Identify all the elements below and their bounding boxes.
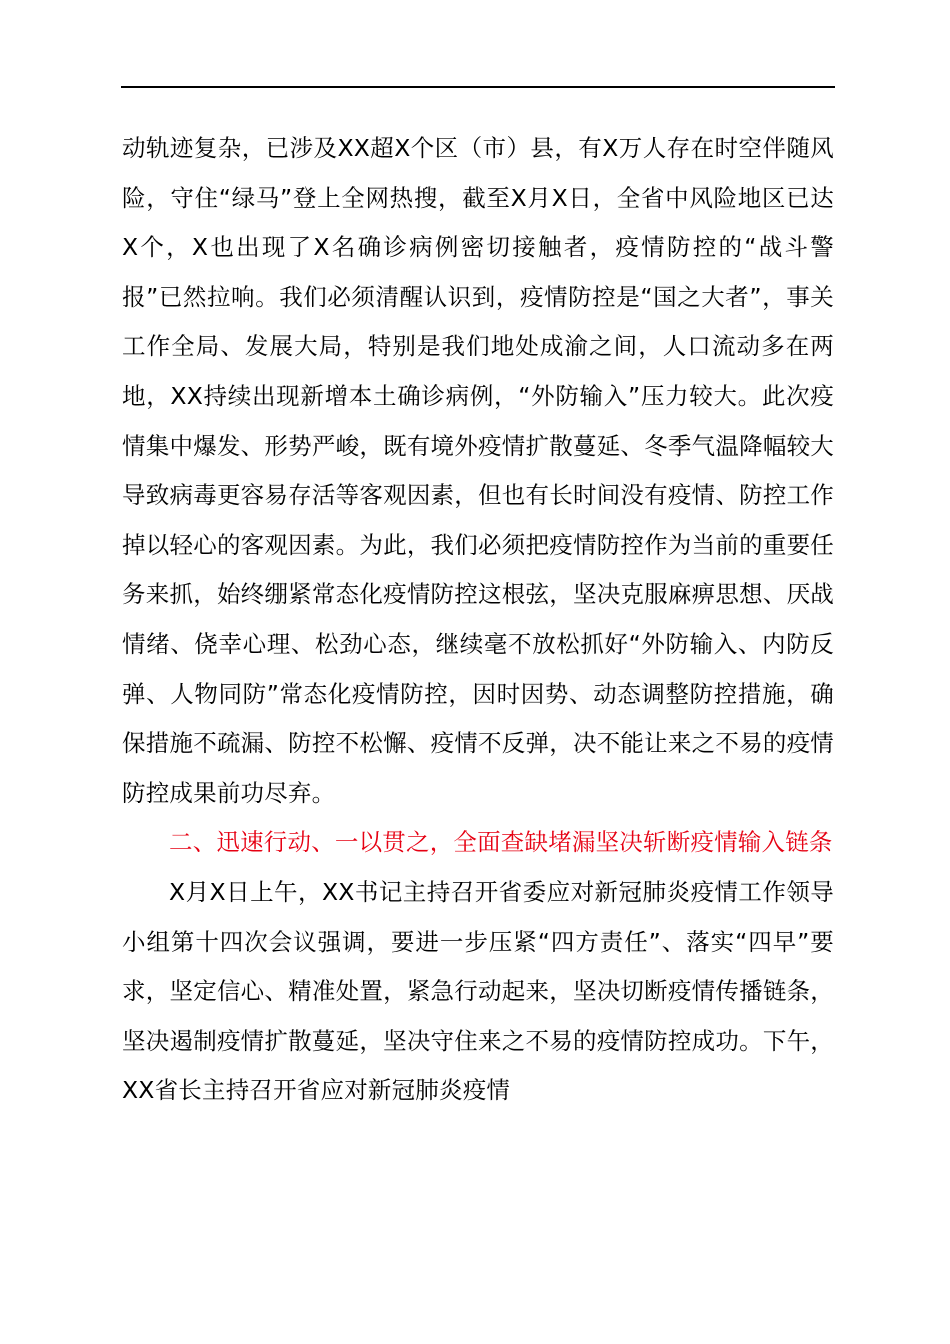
paragraph-meeting: X月X日上午，XX书记主持召开省委应对新冠肺炎疫情工作领导小组第十四次会议强调，要进一步压紧“四方责任”、落实“四早”要求，坚定信心、精准处置，紧急行动起来，坚决切断疫情传播链条，坚决遏制疫情扩散蔓延，坚决守住来之不易的疫情防控成功。下午，XX省长主持召开省应对新冠肺炎疫情 xyxy=(122,877,834,1105)
document-body xyxy=(122,124,834,1116)
section-heading: 二、迅速行动、一以贯之，全面查缺堵漏坚决斩断疫情输入链条 xyxy=(169,828,833,857)
paragraph-continuation: 动轨迹复杂，已涉及XX超X个区（市）县，有X万人存在时空伴随风险，守住“绿马”登上全网热搜，截至X月X日，全省中风险地区已达X个，X也出现了X名确诊病例密切接触者，疫情防控的“战斗警报”已然拉响。我们必须清醒认识到，疫情防控是“国之大者”，事关工作全局、发展大局，特别是我们地处成渝之间，人口流动多在两地，XX持续出现新增本土确诊病例，“外防输入”压力较大。此次疫情集中爆发、形势严峻，既有境外疫情扩散蔓延、冬季气温降幅较大导致病毒更容易存活等客观因素，但也有长时间没有疫情、防控工作掉以轻心的客观因素。为此，我们必须把疫情防控作为当前的重要任务来抓，始终绷紧常态化疫情防控这根弦，坚决克服麻痹思想、厌战情绪、侥幸心理、松劲心态，继续毫不放松抓好“外防输入、内防反弹、人物同防”常态化疫情防控，因时因势、动态调整防控措施，确保措施不疏漏、防控不松懈、疫情不反弹，决不能让来之不易的疫情防控成果前功尽弃。 xyxy=(122,134,834,807)
header-rule xyxy=(121,86,835,88)
